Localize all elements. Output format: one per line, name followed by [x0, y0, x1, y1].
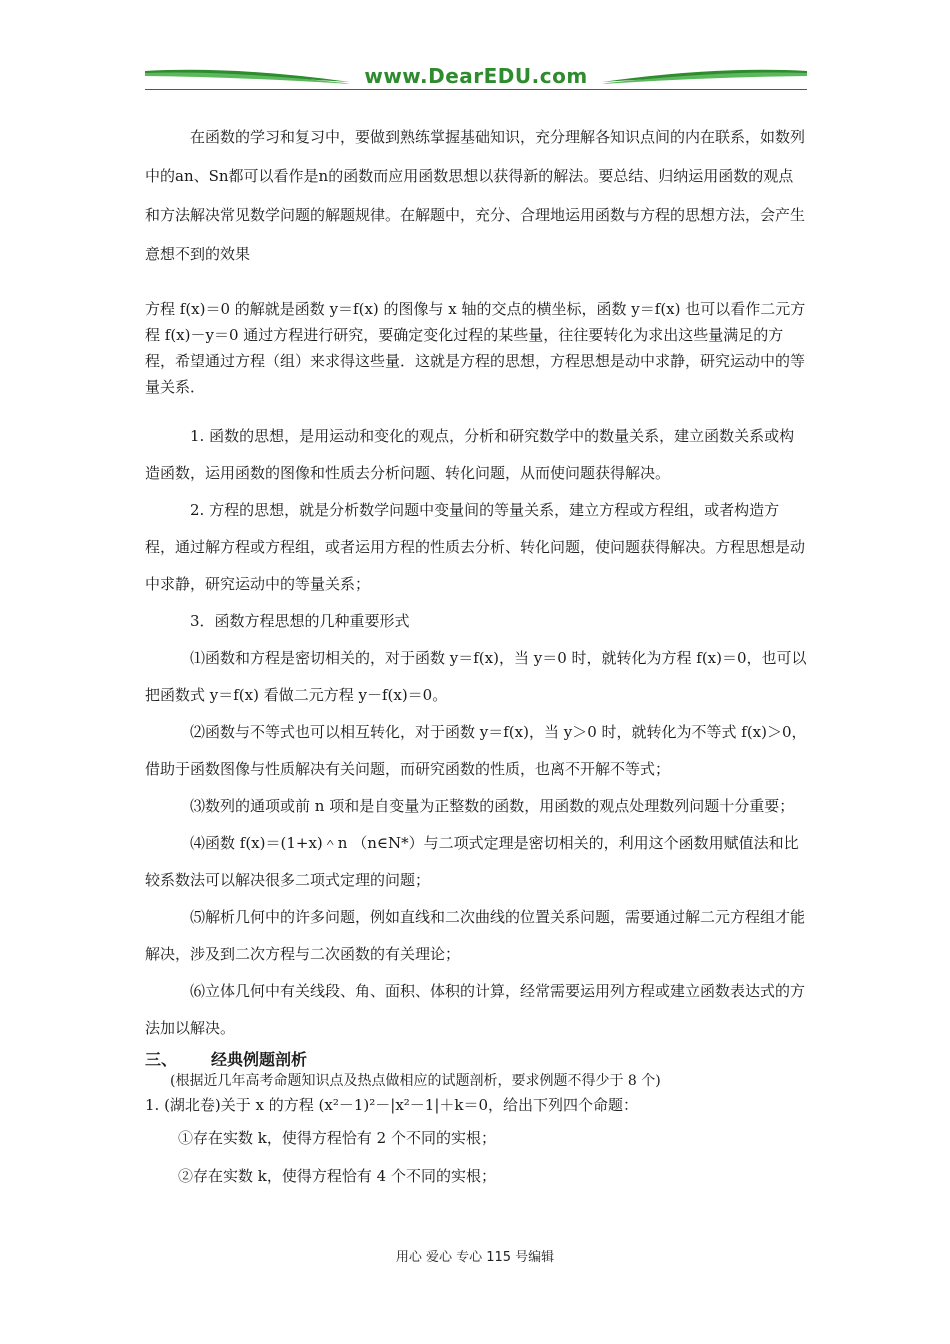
form-item-2: ⑵函数与不等式也可以相互转化，对于函数 y＝f(x)，当 y＞0 时，就转化为不等式 f(x)＞0，借助于函数图像与性质解决有关问题，而研究函数的性质，也离不开解不等式；	[145, 723, 807, 778]
example-1-option-2: ②存在实数 k，使得方程恰有 4 个不同的实根；	[178, 1167, 496, 1185]
example-1-option-1: ①存在实数 k，使得方程恰有 2 个不同的实根；	[178, 1129, 496, 1147]
document-body	[145, 118, 807, 1195]
point-function-idea: 1. 函数的思想，是用运动和变化的观点，分析和研究数学中的数量关系，建立函数关系或构造函数，运用函数的图像和性质去分析问题、转化问题，从而使问题获得解决。	[145, 427, 795, 482]
form-item-1: ⑴函数和方程是密切相关的，对于函数 y＝f(x)，当 y＝0 时，就转化为方程 f(x)＝0，也可以把函数式 y＝f(x) 看做二元方程 y－f(x)＝0。	[145, 649, 807, 704]
site-logo: www.DearEDU.com	[364, 64, 588, 88]
point-equation-idea: 2. 方程的思想，就是分析数学问题中变量间的等量关系，建立方程或方程组，或者构造方程，通过解方程或方程组，或者运用方程的性质去分析、转化问题，使问题获得解决。方程思想是动中求静，研究运动中的等量关系；	[145, 501, 806, 593]
key-points	[145, 418, 807, 1047]
page-footer: 用心 爱心 专心 115 号编辑	[395, 1250, 555, 1265]
section-title: 经典例题剖析	[211, 1050, 308, 1069]
example-1-stem: 1. (湖北卷)关于 x 的方程 (x²－1)²－|x²－1|＋k＝0，给出下列四个命题：	[145, 1096, 639, 1114]
form-item-3: ⑶数列的通项或前 n 项和是自变量为正整数的函数，用函数的观点处理数列问题十分重要；	[190, 797, 795, 815]
point-forms-heading: 3．函数方程思想的几种重要形式	[190, 612, 410, 630]
page-header	[145, 62, 807, 94]
form-item-6: ⑹立体几何中有关线段、角、面积、体积的计算，经常需要运用列方程或建立函数表达式的方法加以解决。	[145, 982, 806, 1037]
section-heading	[145, 1049, 807, 1071]
form-item-4: ⑷函数 f(x)＝(1+x)＾n （n∈N*）与二项式定理是密切相关的，利用这个函数用赋值法和比较系数法可以解决很多二项式定理的问题；	[145, 834, 799, 889]
form-item-5: ⑸解析几何中的许多问题，例如直线和二次曲线的位置关系问题，需要通过解二元方程组才能解决，涉及到二次方程与二次函数的有关理论；	[145, 908, 806, 963]
section-note: (根据近几年高考命题知识点及热点做相应的试题剖析，要求例题不得少于 8 个)	[170, 1073, 661, 1089]
section-number: 三、	[145, 1050, 178, 1069]
intro-paragraph-2: 方程 f(x)＝0 的解就是函数 y＝f(x) 的图像与 x 轴的交点的横坐标，函数 y＝f(x) 也可以看作二元方程 f(x)－y＝0 通过方程进行研究，要确定变化过程的某些量，往往要转化为求出这些量满足的方程，希望通过方程（组）来求得这些量．这就是方程的思想，方程思想是动中求静，研究运动中的等量关系．	[145, 300, 806, 396]
header-rule	[145, 89, 807, 90]
intro-paragraph-1: 在函数的学习和复习中，要做到熟练掌握基础知识，充分理解各知识点间的内在联系，如数列中的an、Sn都可以看作是n的函数而应用函数思想以获得新的解法。要总结、归纳运用函数的观点和方法解决常见数学问题的解题规律。在解题中，充分、合理地运用函数与方程的思想方法，会产生意想不到的效果	[145, 128, 806, 263]
